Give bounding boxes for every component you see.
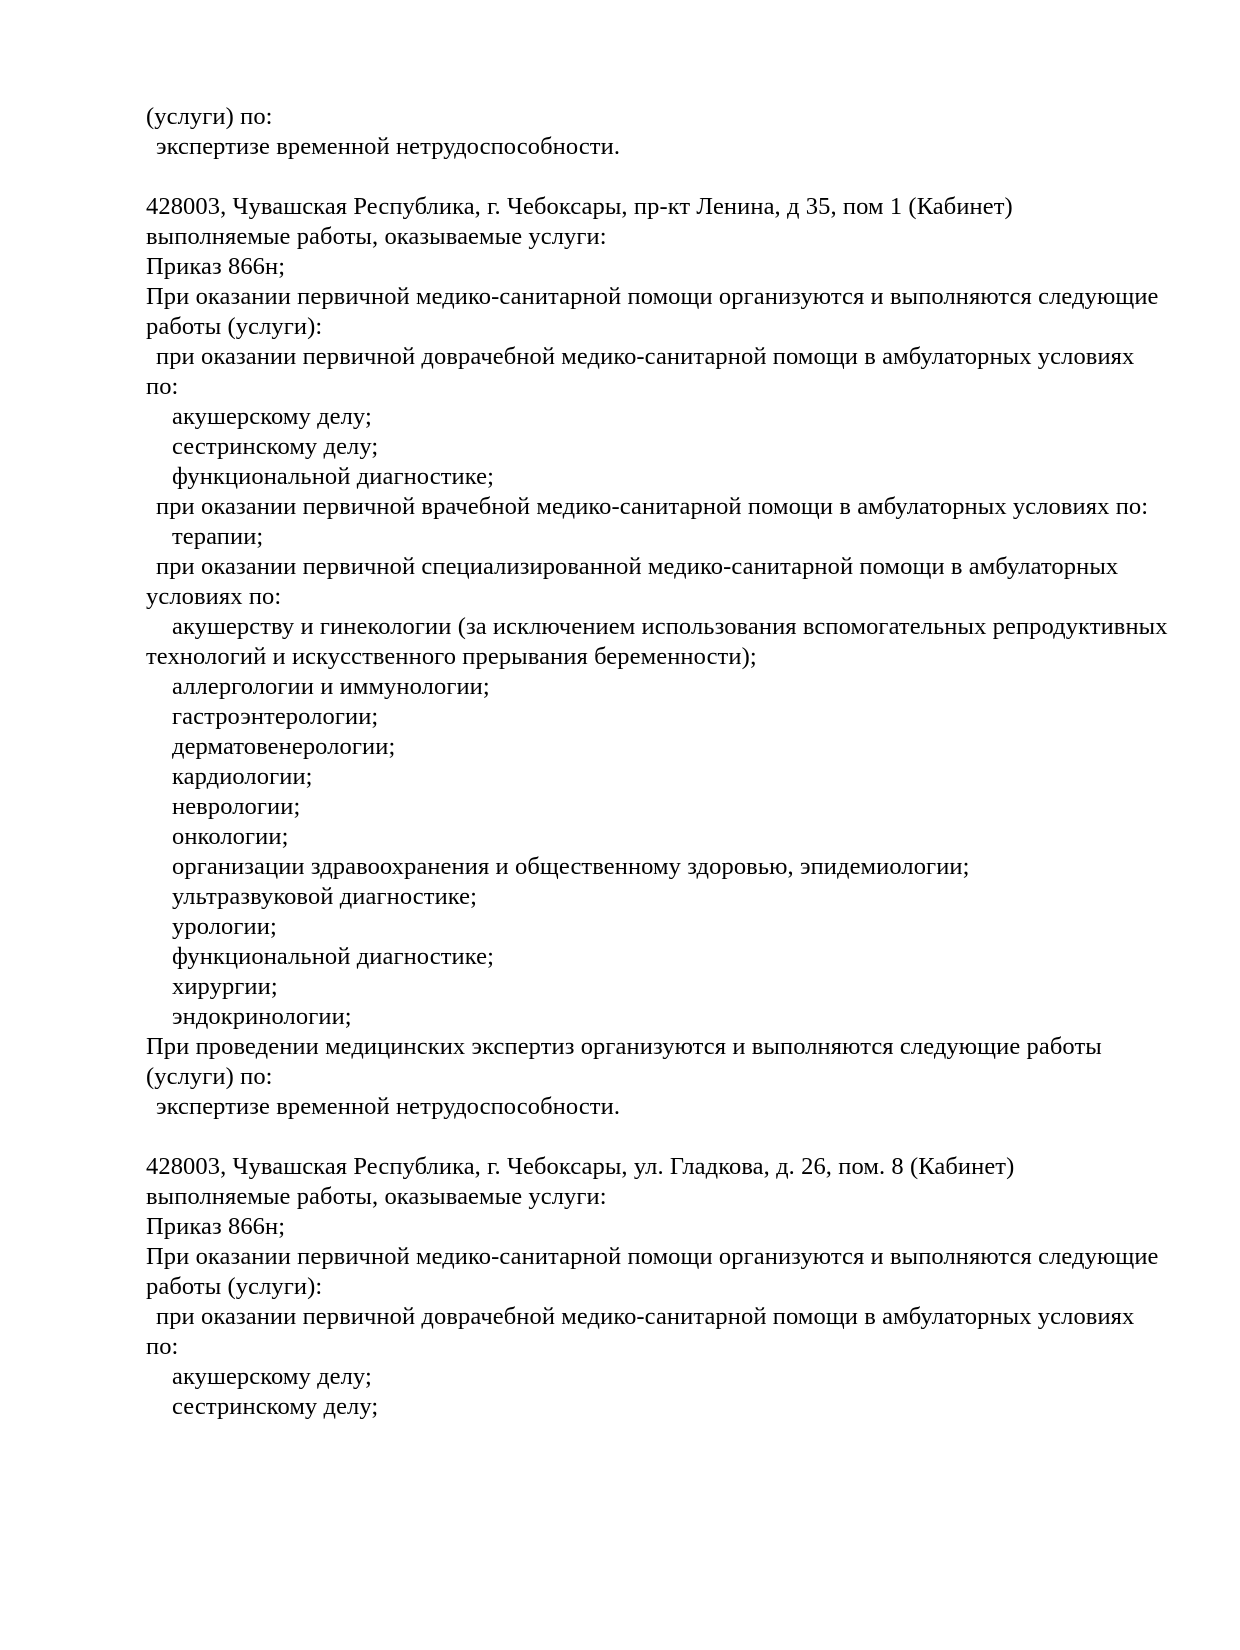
text-line: 428003, Чувашская Республика, г. Чебоксары, пр-кт Ленина, д 35, пом 1 (Кабинет) [146, 193, 1013, 220]
text-line: функциональной диагностике; [172, 463, 495, 490]
text-line: гастроэнтерологии; [172, 703, 379, 730]
text-line: по: [146, 373, 179, 400]
text-line [146, 1122, 1170, 1152]
text-line: неврологии; [172, 793, 301, 820]
text-line: При проведении медицинских экспертиз организуются и выполняются следующие работы [146, 1033, 1102, 1060]
text-line: организации здравоохранения и общественному здоровью, эпидемиологии; [172, 853, 970, 880]
text-line: Приказ 866н; [146, 253, 286, 280]
text-line: терапии; [172, 523, 264, 550]
document-text-block [146, 102, 1170, 1422]
text-line: кардиологии; [172, 763, 313, 790]
text-line: аллергологии и иммунологии; [172, 673, 490, 700]
text-line: функциональной диагностике; [172, 943, 495, 970]
text-line: по: [146, 1333, 179, 1360]
text-line: условиях по: [146, 583, 282, 610]
text-line: экспертизе временной нетрудоспособности. [156, 133, 621, 160]
text-line: ультразвуковой диагностике; [172, 883, 478, 910]
text-line: экспертизе временной нетрудоспособности. [156, 1093, 621, 1120]
text-line: технологий и искусственного прерывания беременности); [146, 643, 757, 670]
text-line: выполняемые работы, оказываемые услуги: [146, 1183, 607, 1210]
text-line: Приказ 866н; [146, 1213, 286, 1240]
text-line: акушерскому делу; [172, 403, 372, 430]
text-line: (услуги) по: [146, 1063, 273, 1090]
text-line: работы (услуги): [146, 1273, 323, 1300]
text-line: 428003, Чувашская Республика, г. Чебоксары, ул. Гладкова, д. 26, пом. 8 (Кабинет) [146, 1153, 1015, 1180]
text-line: при оказании первичной врачебной медико-санитарной помощи в амбулаторных условиях по: [156, 493, 1149, 520]
text-line: при оказании первичной специализированной медико-санитарной помощи в амбулаторных [156, 553, 1119, 580]
text-line: онкологии; [172, 823, 289, 850]
text-line: при оказании первичной доврачебной медико-санитарной помощи в амбулаторных условиях [156, 343, 1135, 370]
text-line: При оказании первичной медико-санитарной помощи организуются и выполняются следующие [146, 1243, 1159, 1270]
text-line: урологии; [172, 913, 277, 940]
text-line: при оказании первичной доврачебной медико-санитарной помощи в амбулаторных условиях [156, 1303, 1135, 1330]
text-line: (услуги) по: [146, 103, 273, 130]
text-line: При оказании первичной медико-санитарной помощи организуются и выполняются следующие [146, 283, 1159, 310]
text-line: эндокринологии; [172, 1003, 352, 1030]
text-line: акушерству и гинекологии (за исключением использования вспомогательных репродуктивных [172, 613, 1168, 640]
text-line: работы (услуги): [146, 313, 323, 340]
text-line: сестринскому делу; [172, 433, 379, 460]
text-line [146, 162, 1170, 192]
text-line: дерматовенерологии; [172, 733, 396, 760]
text-line: сестринскому делу; [172, 1393, 379, 1420]
text-line: выполняемые работы, оказываемые услуги: [146, 223, 607, 250]
text-line: акушерскому делу; [172, 1363, 372, 1390]
text-line: хирургии; [172, 973, 278, 1000]
